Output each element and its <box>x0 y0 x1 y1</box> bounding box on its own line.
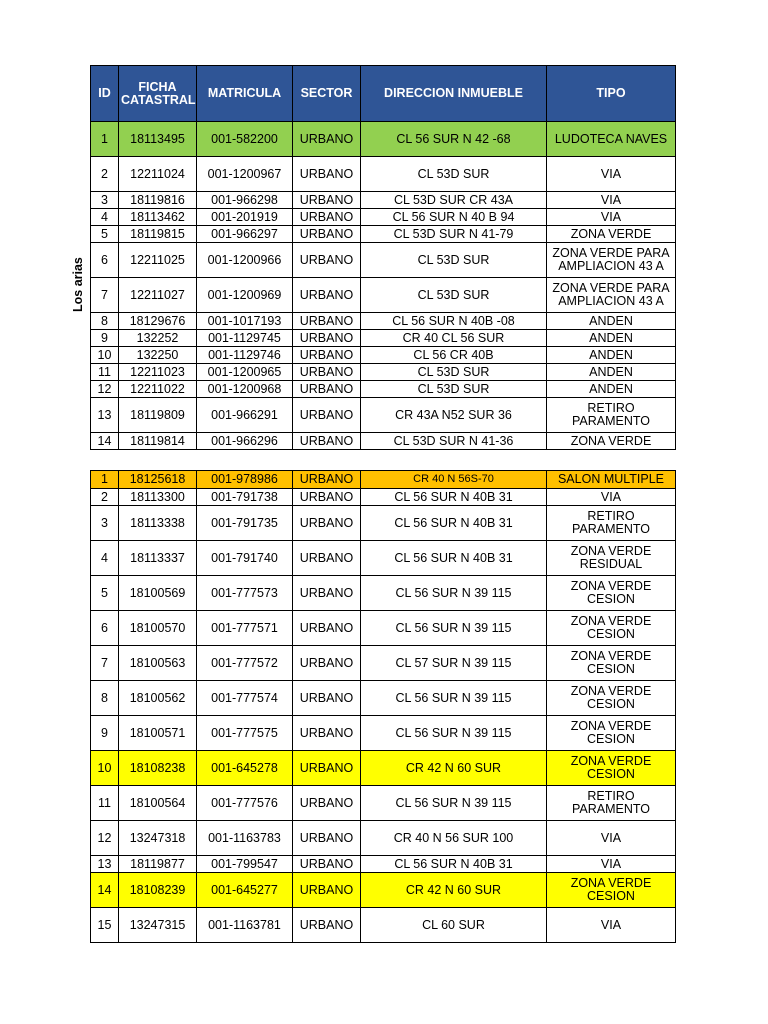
cell-sector: URBANO <box>293 506 361 541</box>
cell-id: 12 <box>91 381 119 398</box>
cell-matricula: 001-1017193 <box>197 313 293 330</box>
cell-matricula: 001-966297 <box>197 226 293 243</box>
table-row <box>91 646 676 681</box>
table-row <box>91 856 676 873</box>
cell-ficha: 18125618 <box>119 471 197 489</box>
property-table-1 <box>90 65 676 450</box>
cell-direccion: CL 56 SUR N 40B 31 <box>361 541 547 576</box>
cell-id: 11 <box>91 786 119 821</box>
cell-id: 10 <box>91 751 119 786</box>
cell-matricula: 001-645278 <box>197 751 293 786</box>
cell-direccion: CL 56 CR 40B <box>361 347 547 364</box>
header-matricula: MATRICULA <box>197 66 293 122</box>
table-row <box>91 716 676 751</box>
cell-tipo: VIA <box>547 908 676 943</box>
cell-tipo: ANDEN <box>547 313 676 330</box>
cell-tipo: VIA <box>547 856 676 873</box>
cell-sector: URBANO <box>293 192 361 209</box>
cell-direccion: CL 60 SUR <box>361 908 547 943</box>
cell-sector: URBANO <box>293 681 361 716</box>
cell-id: 2 <box>91 157 119 192</box>
cell-direccion: CL 56 SUR N 40B -08 <box>361 313 547 330</box>
cell-sector: URBANO <box>293 576 361 611</box>
header-direccion-inmueble: DIRECCION INMUEBLE <box>361 66 547 122</box>
cell-direccion: CL 53D SUR <box>361 278 547 313</box>
cell-tipo: VIA <box>547 489 676 506</box>
cell-id: 14 <box>91 433 119 450</box>
cell-sector: URBANO <box>293 243 361 278</box>
cell-sector: URBANO <box>293 226 361 243</box>
cell-ficha: 13247318 <box>119 821 197 856</box>
cell-matricula: 001-201919 <box>197 209 293 226</box>
cell-tipo: RETIRO PARAMENTO <box>547 506 676 541</box>
cell-direccion: CL 53D SUR CR 43A <box>361 192 547 209</box>
cell-ficha: 18100562 <box>119 681 197 716</box>
cell-direccion: CL 57 SUR N 39 115 <box>361 646 547 681</box>
table-row <box>91 541 676 576</box>
cell-direccion: CL 56 SUR N 39 115 <box>361 611 547 646</box>
cell-ficha: 18119816 <box>119 192 197 209</box>
cell-id: 2 <box>91 489 119 506</box>
cell-sector: URBANO <box>293 313 361 330</box>
cell-matricula: 001-645277 <box>197 873 293 908</box>
cell-direccion: CL 56 SUR N 39 115 <box>361 786 547 821</box>
cell-matricula: 001-966296 <box>197 433 293 450</box>
cell-sector: URBANO <box>293 433 361 450</box>
cell-matricula: 001-966291 <box>197 398 293 433</box>
table-row <box>91 209 676 226</box>
cell-tipo: LUDOTECA NAVES <box>547 122 676 157</box>
cell-ficha: 18113495 <box>119 122 197 157</box>
cell-direccion: CL 56 SUR N 39 115 <box>361 681 547 716</box>
cell-id: 4 <box>91 541 119 576</box>
cell-tipo: ZONA VERDE CESION <box>547 751 676 786</box>
cell-ficha: 18113462 <box>119 209 197 226</box>
cell-ficha: 18100564 <box>119 786 197 821</box>
cell-direccion: CL 56 SUR N 42 -68 <box>361 122 547 157</box>
cell-matricula: 001-791735 <box>197 506 293 541</box>
cell-direccion: CL 56 SUR N 40B 31 <box>361 856 547 873</box>
cell-ficha: 12211022 <box>119 381 197 398</box>
cell-tipo: ANDEN <box>547 381 676 398</box>
cell-sector: URBANO <box>293 873 361 908</box>
cell-matricula: 001-1129745 <box>197 330 293 347</box>
table-row <box>91 313 676 330</box>
cell-id: 5 <box>91 576 119 611</box>
header-ficha-catastral: FICHA CATASTRAL <box>119 66 197 122</box>
table-row <box>91 192 676 209</box>
cell-tipo: VIA <box>547 821 676 856</box>
cell-id: 11 <box>91 364 119 381</box>
table-row <box>91 122 676 157</box>
cell-sector: URBANO <box>293 751 361 786</box>
cell-sector: URBANO <box>293 856 361 873</box>
cell-ficha: 18108238 <box>119 751 197 786</box>
table-row <box>91 489 676 506</box>
table-row <box>91 506 676 541</box>
cell-ficha: 18100563 <box>119 646 197 681</box>
cell-id: 7 <box>91 278 119 313</box>
cell-sector: URBANO <box>293 157 361 192</box>
table-row <box>91 226 676 243</box>
table-row <box>91 381 676 398</box>
cell-matricula: 001-978986 <box>197 471 293 489</box>
cell-direccion: CL 53D SUR N 41-79 <box>361 226 547 243</box>
cell-matricula: 001-1129746 <box>197 347 293 364</box>
cell-id: 1 <box>91 122 119 157</box>
cell-id: 6 <box>91 243 119 278</box>
cell-matricula: 001-1200965 <box>197 364 293 381</box>
cell-direccion: CR 43A N52 SUR 36 <box>361 398 547 433</box>
property-table-2 <box>90 470 676 943</box>
cell-direccion: CL 53D SUR N 41-36 <box>361 433 547 450</box>
cell-tipo: ZONA VERDE CESION <box>547 611 676 646</box>
cell-direccion: CL 56 SUR N 40 B 94 <box>361 209 547 226</box>
cell-tipo: ZONA VERDE <box>547 433 676 450</box>
cell-direccion: CR 42 N 60 SUR <box>361 751 547 786</box>
cell-ficha: 12211025 <box>119 243 197 278</box>
cell-ficha: 18119877 <box>119 856 197 873</box>
table-row <box>91 471 676 489</box>
cell-tipo: VIA <box>547 157 676 192</box>
cell-id: 13 <box>91 856 119 873</box>
cell-matricula: 001-777576 <box>197 786 293 821</box>
cell-tipo: ZONA VERDE CESION <box>547 873 676 908</box>
cell-matricula: 001-1163783 <box>197 821 293 856</box>
cell-sector: URBANO <box>293 908 361 943</box>
table-row <box>91 786 676 821</box>
cell-sector: URBANO <box>293 381 361 398</box>
cell-sector: URBANO <box>293 489 361 506</box>
cell-matricula: 001-1163781 <box>197 908 293 943</box>
cell-id: 6 <box>91 611 119 646</box>
header-sector: SECTOR <box>293 66 361 122</box>
table-row <box>91 908 676 943</box>
cell-matricula: 001-1200967 <box>197 157 293 192</box>
cell-direccion: CR 42 N 60 SUR <box>361 873 547 908</box>
cell-direccion: CL 53D SUR <box>361 243 547 278</box>
cell-sector: URBANO <box>293 330 361 347</box>
cell-matricula: 001-791740 <box>197 541 293 576</box>
cell-direccion: CL 56 SUR N 40B 31 <box>361 489 547 506</box>
cell-matricula: 001-1200969 <box>197 278 293 313</box>
cell-ficha: 132252 <box>119 330 197 347</box>
cell-ficha: 18113337 <box>119 541 197 576</box>
cell-sector: URBANO <box>293 786 361 821</box>
cell-tipo: ZONA VERDE CESION <box>547 716 676 751</box>
table-row <box>91 157 676 192</box>
cell-id: 1 <box>91 471 119 489</box>
cell-tipo: ZONA VERDE CESION <box>547 576 676 611</box>
cell-sector: URBANO <box>293 398 361 433</box>
cell-direccion: CL 53D SUR <box>361 364 547 381</box>
cell-ficha: 18119815 <box>119 226 197 243</box>
cell-tipo: ZONA VERDE CESION <box>547 646 676 681</box>
cell-id: 14 <box>91 873 119 908</box>
cell-id: 7 <box>91 646 119 681</box>
cell-tipo: VIA <box>547 192 676 209</box>
cell-sector: URBANO <box>293 471 361 489</box>
cell-matricula: 001-1200968 <box>197 381 293 398</box>
table-row <box>91 751 676 786</box>
cell-matricula: 001-582200 <box>197 122 293 157</box>
table-row <box>91 243 676 278</box>
cell-id: 4 <box>91 209 119 226</box>
cell-id: 3 <box>91 192 119 209</box>
cell-ficha: 12211023 <box>119 364 197 381</box>
cell-direccion: CR 40 N 56 SUR 100 <box>361 821 547 856</box>
cell-direccion: CL 56 SUR N 39 115 <box>361 716 547 751</box>
cell-matricula: 001-1200966 <box>197 243 293 278</box>
side-label: Los arias <box>71 257 85 312</box>
cell-ficha: 13247315 <box>119 908 197 943</box>
cell-matricula: 001-799547 <box>197 856 293 873</box>
cell-direccion: CR 40 CL 56 SUR <box>361 330 547 347</box>
cell-matricula: 001-791738 <box>197 489 293 506</box>
cell-sector: URBANO <box>293 541 361 576</box>
cell-ficha: 18100570 <box>119 611 197 646</box>
cell-tipo: VIA <box>547 209 676 226</box>
cell-sector: URBANO <box>293 347 361 364</box>
table-row <box>91 278 676 313</box>
cell-id: 10 <box>91 347 119 364</box>
cell-ficha: 18119814 <box>119 433 197 450</box>
table-row <box>91 364 676 381</box>
cell-matricula: 001-777575 <box>197 716 293 751</box>
header-tipo: TIPO <box>547 66 676 122</box>
cell-tipo: ZONA VERDE RESIDUAL <box>547 541 676 576</box>
cell-ficha: 18108239 <box>119 873 197 908</box>
cell-sector: URBANO <box>293 209 361 226</box>
cell-tipo: ZONA VERDE PARA AMPLIACION 43 A <box>547 278 676 313</box>
table-row <box>91 347 676 364</box>
cell-ficha: 12211027 <box>119 278 197 313</box>
table-row <box>91 611 676 646</box>
cell-matricula: 001-777571 <box>197 611 293 646</box>
cell-direccion: CL 53D SUR <box>361 157 547 192</box>
cell-sector: URBANO <box>293 122 361 157</box>
cell-sector: URBANO <box>293 364 361 381</box>
cell-id: 8 <box>91 313 119 330</box>
cell-tipo: ANDEN <box>547 330 676 347</box>
cell-matricula: 001-777573 <box>197 576 293 611</box>
cell-id: 12 <box>91 821 119 856</box>
table-row <box>91 873 676 908</box>
cell-id: 9 <box>91 330 119 347</box>
cell-matricula: 001-966298 <box>197 192 293 209</box>
cell-direccion: CL 56 SUR N 40B 31 <box>361 506 547 541</box>
cell-sector: URBANO <box>293 821 361 856</box>
cell-sector: URBANO <box>293 646 361 681</box>
cell-id: 8 <box>91 681 119 716</box>
cell-sector: URBANO <box>293 611 361 646</box>
cell-ficha: 18100569 <box>119 576 197 611</box>
cell-ficha: 18100571 <box>119 716 197 751</box>
cell-ficha: 18119809 <box>119 398 197 433</box>
cell-id: 5 <box>91 226 119 243</box>
table-row <box>91 821 676 856</box>
cell-sector: URBANO <box>293 716 361 751</box>
cell-ficha: 18113338 <box>119 506 197 541</box>
cell-id: 9 <box>91 716 119 751</box>
header-row <box>91 66 676 122</box>
cell-matricula: 001-777572 <box>197 646 293 681</box>
cell-ficha: 12211024 <box>119 157 197 192</box>
cell-tipo: ANDEN <box>547 347 676 364</box>
cell-direccion: CL 53D SUR <box>361 381 547 398</box>
cell-sector: URBANO <box>293 278 361 313</box>
cell-tipo: ZONA VERDE <box>547 226 676 243</box>
table-row <box>91 576 676 611</box>
cell-tipo: ANDEN <box>547 364 676 381</box>
cell-ficha: 18129676 <box>119 313 197 330</box>
cell-id: 13 <box>91 398 119 433</box>
table-row <box>91 433 676 450</box>
cell-id: 3 <box>91 506 119 541</box>
cell-direccion: CR 40 N 56S-70 <box>361 471 547 489</box>
cell-tipo: RETIRO PARAMENTO <box>547 398 676 433</box>
cell-tipo: ZONA VERDE CESION <box>547 681 676 716</box>
table-row <box>91 330 676 347</box>
table-row <box>91 681 676 716</box>
table-row <box>91 398 676 433</box>
cell-tipo: SALON MULTIPLE <box>547 471 676 489</box>
cell-ficha: 132250 <box>119 347 197 364</box>
header-id: ID <box>91 66 119 122</box>
cell-tipo: RETIRO PARAMENTO <box>547 786 676 821</box>
cell-direccion: CL 56 SUR N 39 115 <box>361 576 547 611</box>
cell-id: 15 <box>91 908 119 943</box>
cell-matricula: 001-777574 <box>197 681 293 716</box>
cell-ficha: 18113300 <box>119 489 197 506</box>
cell-tipo: ZONA VERDE PARA AMPLIACION 43 A <box>547 243 676 278</box>
